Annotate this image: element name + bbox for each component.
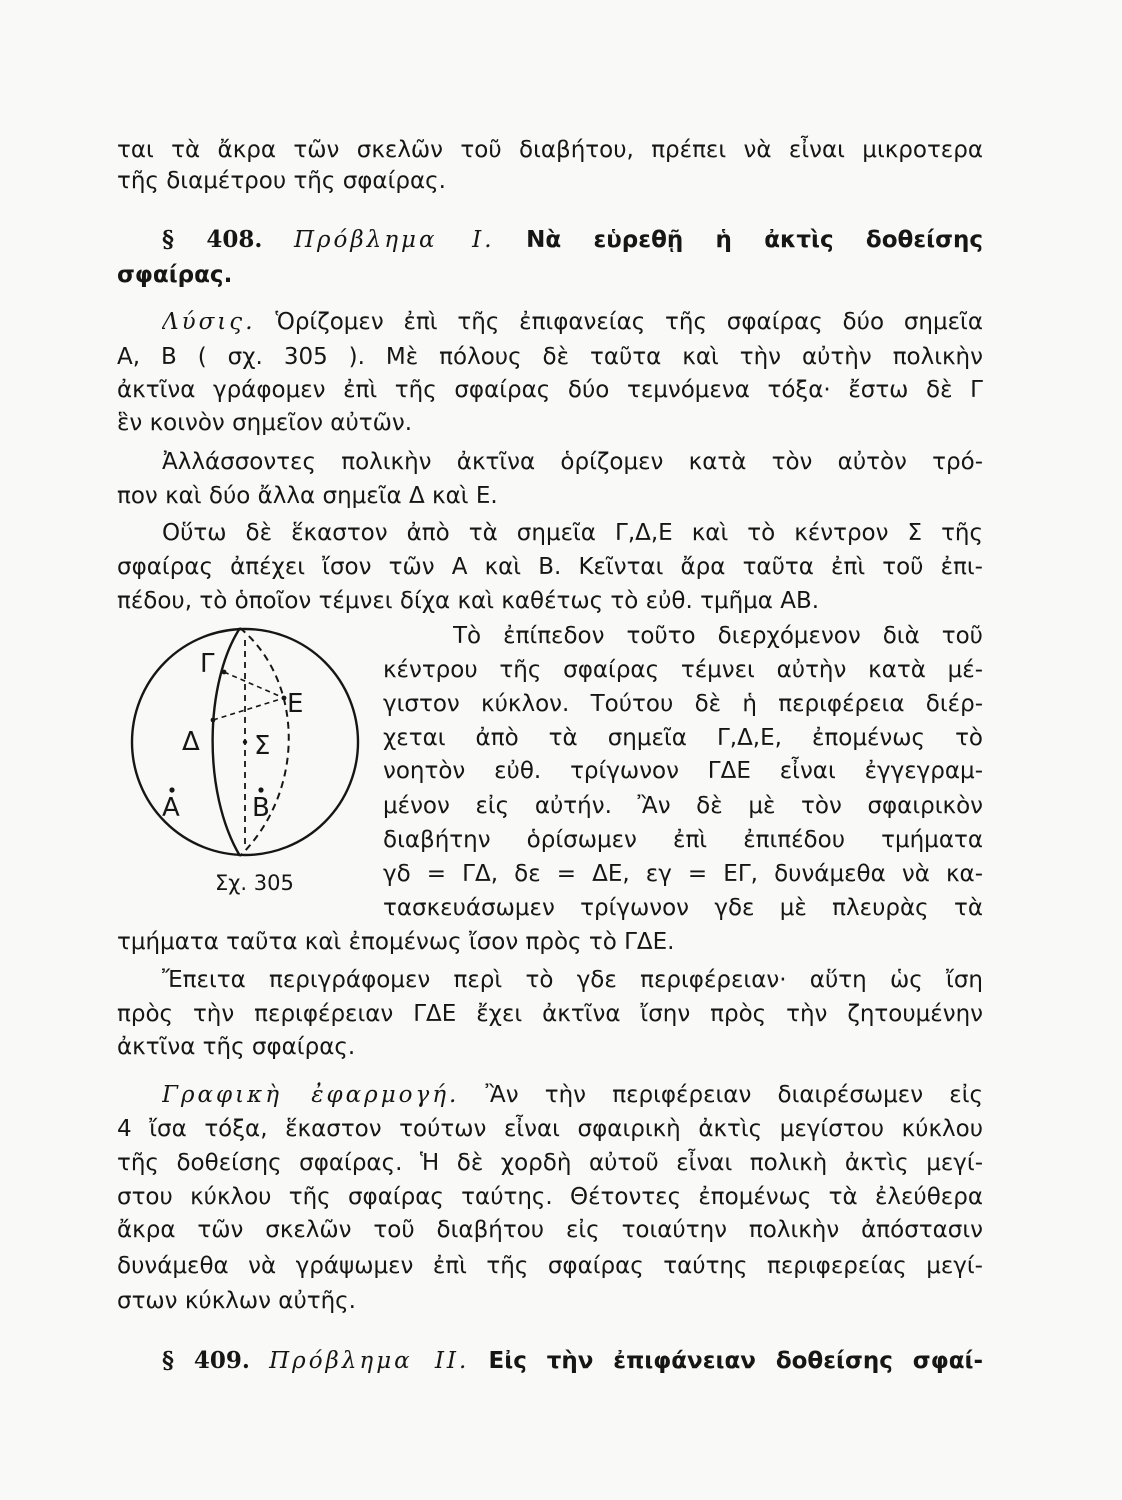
text-span: Ἂν τὴν περιφέρειαν διαιρέσωμεν εἰς	[485, 1082, 983, 1108]
label-sigma: Σ	[254, 731, 271, 761]
solution-label: Λύσις.	[162, 309, 256, 335]
text-line: τῆς διαμέτρου τῆς σφαίρας.	[117, 168, 446, 194]
point-epsilon	[282, 696, 287, 701]
text-line: μένον εἰς αὐτήν. Ἂν δὲ μὲ τὸν σφαιρικὸν	[383, 793, 983, 819]
point-gamma	[222, 670, 227, 675]
text-line: τμήματα ταῦτα καὶ ἐπομένως ἴσον πρὸς τὸ ΓΔΕ.	[117, 929, 675, 955]
text-line: ται τὰ ἄκρα τῶν σκελῶν τοῦ διαβήτου, πρέπει νὰ εἶναι μικροτερα	[117, 137, 983, 163]
figure-305	[120, 612, 380, 902]
problem-title-continued: σφαίρας.	[117, 262, 233, 288]
text-line: νοητὸν εὐθ. τρίγωνον ΓΔΕ εἶναι ἐγγεγραμ-	[383, 758, 983, 784]
point-alpha	[169, 787, 174, 792]
text-line: ἓν κοινὸν σημεῖον αὐτῶν.	[117, 410, 413, 436]
point-beta	[258, 787, 263, 792]
text-line: πέδου, τὸ ὁποῖον τέμνει δίχα καὶ καθέτως τὸ εὐθ. τμῆμα ΑΒ.	[117, 588, 820, 614]
text-line: γδ = ΓΔ, δε = ΔΕ, εγ = ΕΓ, δυνάμεθα νὰ κα-	[383, 861, 983, 887]
text-span: Ὁρίζομεν ἐπὶ τῆς ἐπιφανείας τῆς σφαίρας δύο σημεῖα	[275, 309, 983, 335]
problem-label: Πρόβλημα ΙΙ.	[269, 1348, 470, 1374]
triangle-edge-delta-epsilon	[213, 698, 284, 720]
text-line: χεται ἀπὸ τὰ σημεῖα Γ,Δ,Ε, ἐπομένως τὸ	[383, 725, 983, 751]
section-number: § 409.	[162, 1347, 250, 1374]
point-sigma	[243, 740, 247, 744]
text-line	[162, 305, 983, 339]
text-line: ἀκτῖνα τῆς σφαίρας.	[117, 1034, 356, 1060]
problem-label: Πρόβλημα Ι.	[293, 227, 495, 253]
text-line: κέντρου τῆς σφαίρας τέμνει αὐτὴν κατὰ μέ-	[383, 657, 983, 683]
label-gamma: Γ	[200, 649, 215, 679]
text-line: στου κύκλου τῆς σφαίρας ταύτης. Θέτοντες ἐπομένως τὰ ἐλεύθερα	[117, 1184, 983, 1210]
label-alpha: Α	[162, 793, 180, 823]
triangle-edge-gamma-epsilon	[224, 672, 284, 698]
section-heading-409	[162, 1344, 983, 1378]
problem-title: Εἰς τὴν ἐπιφάνειαν δοθείσης σφαί-	[488, 1348, 983, 1374]
label-beta: Β	[252, 793, 270, 823]
label-epsilon: Ε	[287, 689, 304, 719]
text-line: 4 ἴσα τόξα, ἕκαστον τούτων εἶναι σφαιρικὴ ἀκτὶς μεγίστου κύκλου	[117, 1116, 983, 1142]
text-line: διαβήτην ὁρίσωμεν ἐπὶ ἐπιπέδου τμήματα	[383, 827, 983, 853]
text-line: τῆς δοθείσης σφαίρας. Ἡ δὲ χορδὴ αὐτοῦ εἶναι πολικὴ ἀκτὶς μεγί-	[117, 1150, 983, 1176]
application-label: Γραφικὴ ἐφαρμογή.	[162, 1082, 460, 1108]
label-delta: Δ	[182, 727, 200, 757]
text-line: ἀκτῖνα γράφομεν ἐπὶ τῆς σφαίρας δύο τεμνόμενα τόξα· ἔστω δὲ Γ	[117, 377, 983, 403]
text-line: Οὕτω δὲ ἕκαστον ἀπὸ τὰ σημεῖα Γ,Δ,Ε καὶ τὸ κέντρον Σ τῆς	[162, 520, 983, 546]
text-line: Ἔπειτα περιγράφομεν περὶ τὸ γδε περιφέρειαν· αὕτη ὡς ἴση	[162, 967, 983, 993]
text-line	[162, 1078, 983, 1112]
section-number: § 408.	[162, 226, 263, 253]
text-line: πρὸς τὴν περιφέρειαν ΓΔΕ ἔχει ἀκτῖνα ἴσην πρὸς τὴν ζητουμένην	[117, 1001, 983, 1027]
text-line: στων κύκλων αὐτῆς.	[117, 1288, 356, 1314]
section-heading-408	[162, 223, 983, 257]
great-circle-front-arc	[213, 628, 240, 856]
text-line: δυνάμεθα νὰ γράψωμεν ἐπὶ τῆς σφαίρας ταύτης περιφερείας μεγί-	[117, 1253, 983, 1279]
text-line: πον καὶ δύο ἄλλα σημεῖα Δ καὶ Ε.	[117, 483, 498, 509]
text-line: Τὸ ἐπίπεδον τοῦτο διερχόμενον διὰ τοῦ	[453, 623, 983, 649]
text-line: τασκευάσωμεν τρίγωνον γδε μὲ πλευρὰς τὰ	[383, 895, 983, 921]
text-line: σφαίρας ἀπέχει ἴσον τῶν Α καὶ Β. Κεῖνται ἄρα ταῦτα ἐπὶ τοῦ ἐπι-	[117, 554, 983, 580]
text-line: Α, Β ( σχ. 305 ). Μὲ πόλους δὲ ταῦτα καὶ τὴν αὐτὴν πολικὴν	[117, 344, 983, 370]
text-line: γιστον κύκλον. Τούτου δὲ ἡ περιφέρεια διέρ-	[383, 691, 983, 717]
text-line: Ἀλλάσσοντες πολικὴν ἀκτῖνα ὁρίζομεν κατὰ τὸν αὐτὸν τρό-	[162, 449, 983, 475]
text-line: ἄκρα τῶν σκελῶν τοῦ διαβήτου εἰς τοιαύτην πολικὴν ἀπόστασιν	[117, 1217, 983, 1243]
figure-caption: Σχ. 305	[215, 871, 294, 895]
point-delta	[211, 718, 216, 723]
problem-title: Νὰ εὑρεθῇ ἡ ἀκτὶς δοθείσης	[526, 227, 983, 253]
